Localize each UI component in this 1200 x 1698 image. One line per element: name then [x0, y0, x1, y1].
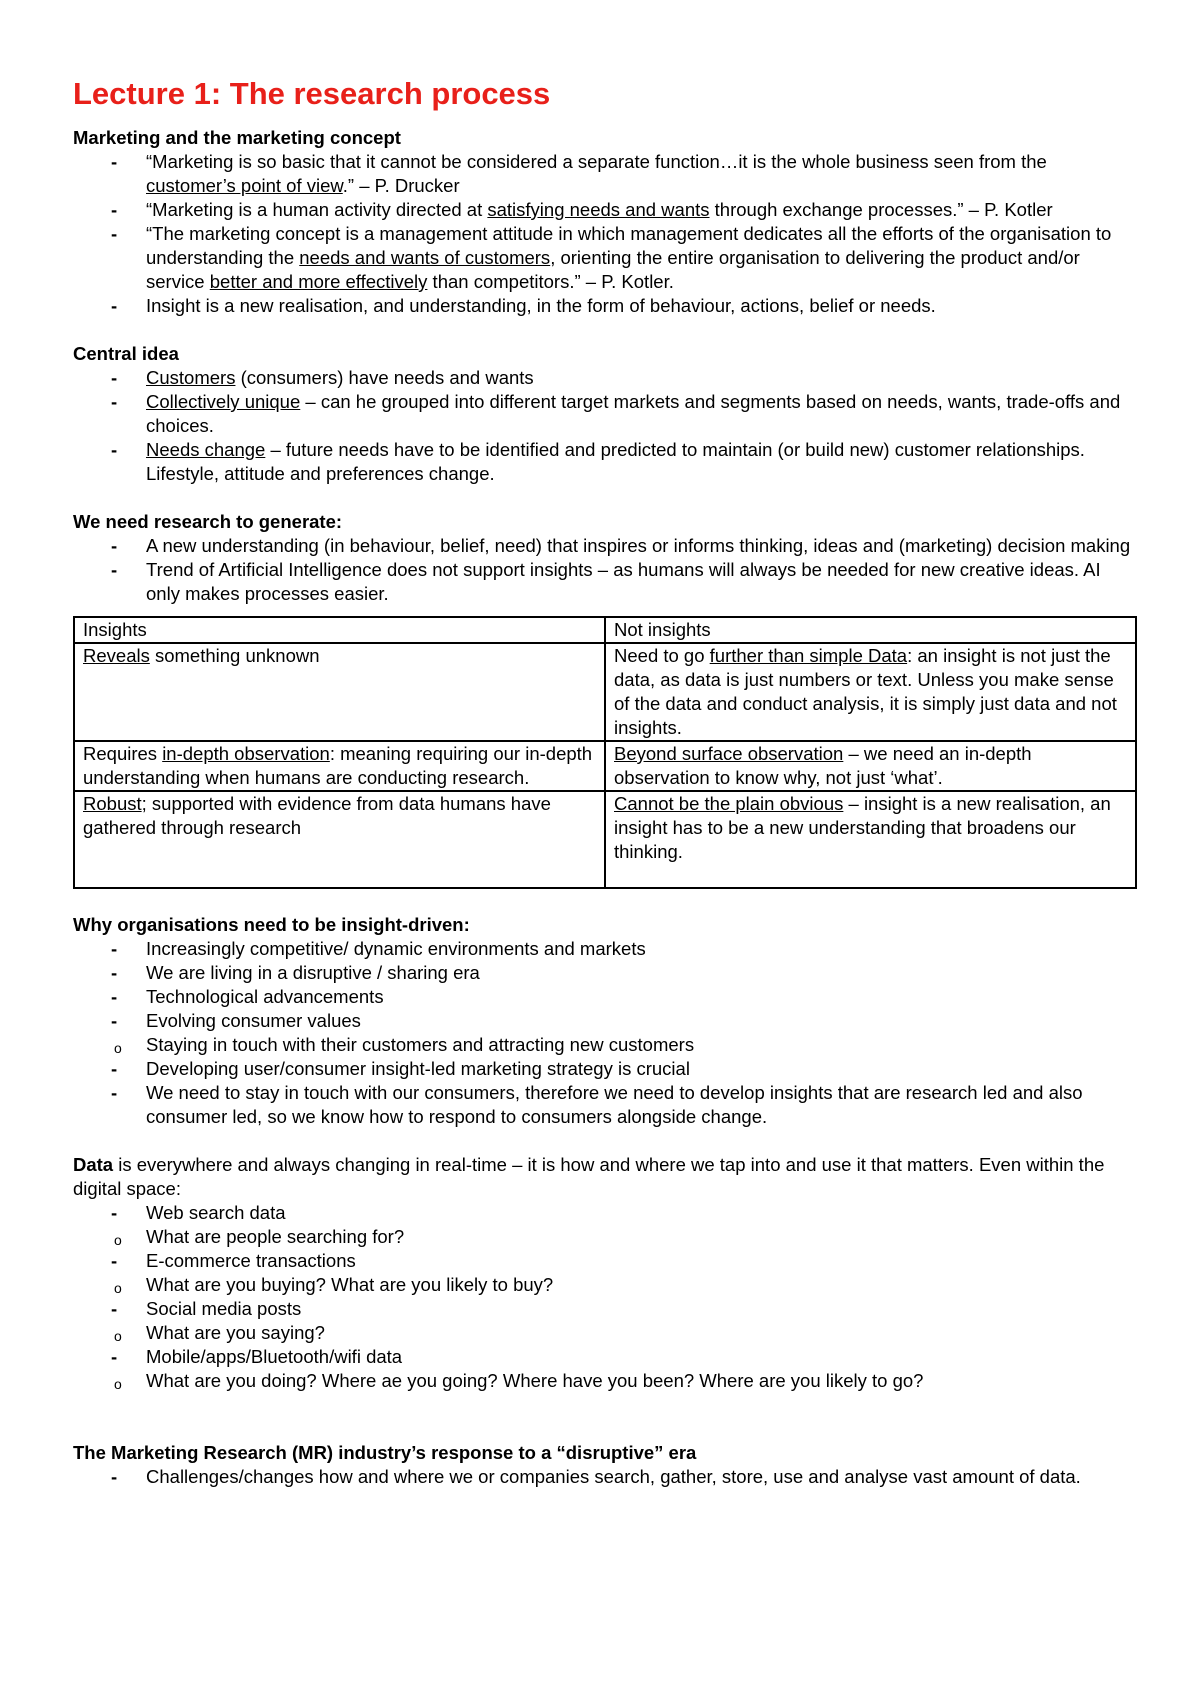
underlined-text: Customers [146, 367, 236, 388]
table-row [74, 791, 1136, 888]
section-heading-mr-industry: The Marketing Research (MR) industry’s response to a “disruptive” era [73, 1442, 697, 1463]
sub-list-item: o What are you doing? Where ae you going? Where have you been? Where are you likely to go? [73, 1369, 1133, 1393]
page-title: Lecture 1: The research process [73, 76, 551, 111]
sub-list-item: o What are you saying? [73, 1321, 1133, 1345]
cell-text: – insight is a new realisation, an insight has to be a new understanding that broadens our thinking. [614, 793, 1111, 862]
table-header-row [74, 617, 1136, 643]
list-item: - Evolving consumer values [73, 1009, 1133, 1033]
list-item: - Insight is a new realisation, and understanding, in the form of behaviour, actions, belief or needs. [73, 294, 1133, 318]
list-item [73, 390, 1133, 438]
quote-text: , orienting the entire organisation to delivering the product and/or service [146, 247, 1080, 292]
section-heading-research-generate: We need research to generate: [73, 511, 343, 532]
sub-list [73, 1273, 1133, 1297]
cell-text: – we need an in-depth observation to know why, not just ‘what’. [614, 743, 1032, 788]
sub-list [73, 1033, 1133, 1057]
quote-text: “Marketing is so basic that it cannot be considered a separate function…it is the whole business seen from the [146, 151, 1047, 172]
insight-driven-list [73, 937, 1133, 1033]
underlined-text: customer’s point of view [146, 175, 343, 196]
underlined-text: better and more effectively [209, 271, 428, 292]
sub-list [73, 1321, 1133, 1345]
underlined-text: Beyond surface observation [614, 743, 844, 764]
underlined-text: Needs change [146, 439, 266, 460]
cell-text: Need to go [614, 645, 710, 666]
list-item: - Web search data [73, 1201, 1133, 1225]
table-cell [74, 741, 605, 791]
table-row [74, 741, 1136, 791]
digital-data-list [73, 1345, 1133, 1369]
sub-list [73, 1225, 1133, 1249]
underlined-text: satisfying needs and wants [487, 199, 710, 220]
list-item: - Technological advancements [73, 985, 1133, 1009]
table-row [74, 643, 1136, 741]
underlined-text: Cannot be the plain obvious [614, 793, 844, 814]
list-item [73, 150, 1133, 198]
table-cell [605, 741, 1136, 791]
sub-list [73, 1369, 1133, 1393]
list-item [73, 198, 1133, 222]
digital-data-list [73, 1249, 1133, 1273]
mr-industry-list [73, 1465, 1133, 1489]
cell-text: ; supported with evidence from data humans have gathered through research [83, 793, 551, 838]
paragraph-text: is everywhere and always changing in real-time – it is how and where we tap into and use it that matters. Even within the digital space: [73, 1154, 1105, 1199]
underlined-text: Reveals [83, 645, 150, 666]
underlined-text: Collectively unique [146, 391, 301, 412]
sub-list-item: o Staying in touch with their customers and attracting new customers [73, 1033, 1133, 1057]
item-text: – future needs have to be identified and predicted to maintain (or build new) customer relationships. Lifestyle, attitude and preferences change. [146, 439, 1085, 484]
marketing-concept-list [73, 150, 1133, 318]
data-paragraph [73, 1153, 1133, 1201]
list-item: - Social media posts [73, 1297, 1133, 1321]
section-heading-central-idea: Central idea [73, 343, 179, 364]
quote-text: “Marketing is a human activity directed at [146, 199, 488, 220]
sub-list-item: o What are you buying? What are you likely to buy? [73, 1273, 1133, 1297]
table-cell [605, 643, 1136, 741]
underlined-text: needs and wants of customers [299, 247, 551, 268]
list-item [73, 222, 1133, 294]
bold-term: Data [73, 1154, 114, 1175]
document-page [73, 76, 1133, 1489]
quote-attribution: through exchange processes.” – P. Kotler [709, 199, 1053, 220]
quote-attribution: than competitors.” – P. Kotler. [427, 271, 674, 292]
column-header-insights: Insights [74, 617, 605, 643]
insight-driven-list-cont [73, 1057, 1133, 1129]
underlined-text: in-depth observation [162, 743, 330, 764]
list-item: - Mobile/apps/Bluetooth/wifi data [73, 1345, 1133, 1369]
table-cell [74, 791, 605, 888]
list-item [73, 438, 1133, 486]
item-text: (consumers) have needs and wants [235, 367, 534, 388]
central-idea-list [73, 366, 1133, 486]
cell-text: something unknown [149, 645, 320, 666]
cell-text: : an insight is not just the data, as data is just numbers or text. Unless you make sense of the data and conduct analysis, it is simply just data and not insights. [614, 645, 1117, 738]
underlined-text: Robust [83, 793, 142, 814]
list-item: - Developing user/consumer insight-led marketing strategy is crucial [73, 1057, 1133, 1081]
list-item: - We are living in a disruptive / sharing era [73, 961, 1133, 985]
cell-text: Requires [83, 743, 163, 764]
list-item [73, 366, 1133, 390]
list-item: - Trend of Artificial Intelligence does not support insights – as humans will always be needed for new creative ideas. AI only makes processes easier. [73, 558, 1133, 606]
list-item: - We need to stay in touch with our consumers, therefore we need to develop insights that are research led and also consumer led, so we know how to respond to consumers alongside change. [73, 1081, 1133, 1129]
cell-text: : meaning requiring our in-depth understanding when humans are conducting research. [83, 743, 593, 788]
research-generate-list [73, 534, 1133, 606]
sub-list-item: o What are people searching for? [73, 1225, 1133, 1249]
list-item: - A new understanding (in behaviour, belief, need) that inspires or informs thinking, ideas and (marketing) decision making [73, 534, 1133, 558]
column-header-not-insights: Not insights [605, 617, 1136, 643]
list-item: - Increasingly competitive/ dynamic environments and markets [73, 937, 1133, 961]
list-item: - E-commerce transactions [73, 1249, 1133, 1273]
item-text: – can he grouped into different target markets and segments based on needs, wants, trade-offs and choices. [146, 391, 1121, 436]
insights-table [73, 616, 1137, 889]
table-cell [74, 643, 605, 741]
digital-data-list [73, 1297, 1133, 1321]
quote-attribution: .” – P. Drucker [342, 175, 460, 196]
section-heading-marketing-concept: Marketing and the marketing concept [73, 127, 401, 148]
table-cell [605, 791, 1136, 888]
underlined-text: further than simple Data [709, 645, 908, 666]
list-item: - Challenges/changes how and where we or companies search, gather, store, use and analyse vast amount of data. [73, 1465, 1133, 1489]
quote-text: “The marketing concept is a management attitude in which management dedicates all the efforts of the organisation to understanding the [146, 223, 1112, 268]
digital-data-list [73, 1201, 1133, 1225]
section-heading-insight-driven: Why organisations need to be insight-driven: [73, 914, 470, 935]
